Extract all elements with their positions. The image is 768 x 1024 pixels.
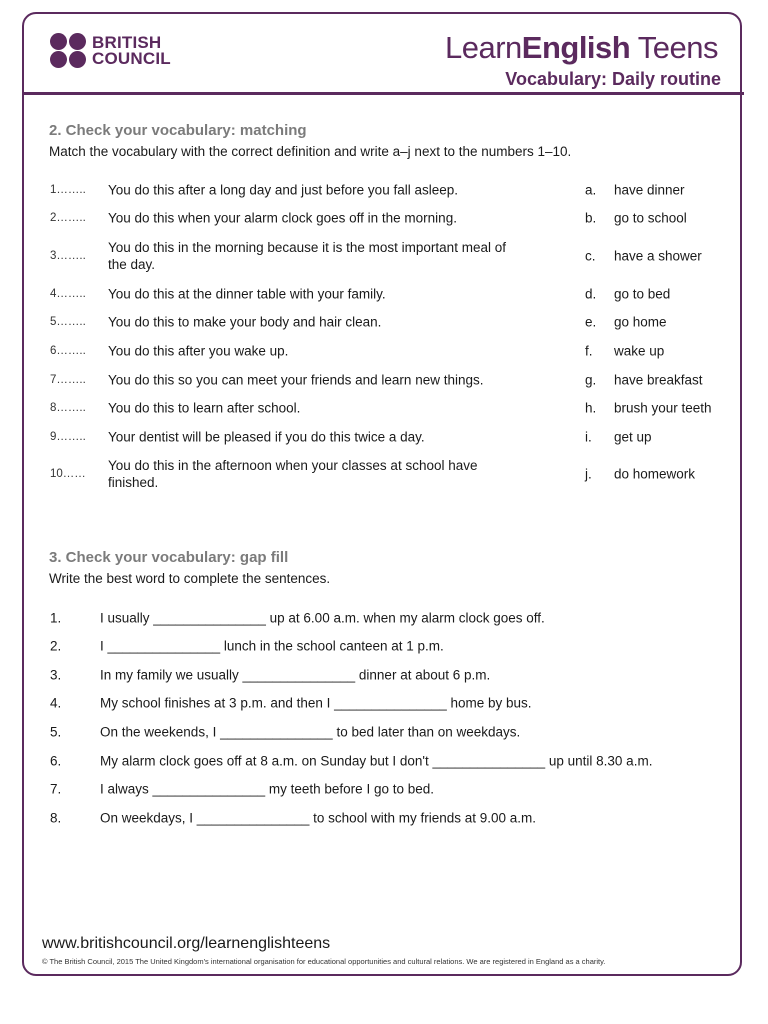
- footer-copyright: © The British Council, 2015 The United Kingdom's international organisation for educational opportunities and cultural relations. We are registered in England as a charity.: [42, 957, 606, 966]
- logo-dots-icon: [50, 33, 88, 69]
- matching-answer-blank[interactable]: 8……..: [50, 402, 86, 414]
- logo-line-1: BRITISH: [92, 33, 162, 52]
- gap-fill-sentence[interactable]: In my family we usually _______________ dinner at about 6 p.m.: [100, 667, 491, 683]
- matching-letter: e.: [585, 314, 597, 330]
- gap-fill-sentence[interactable]: I always _______________ my teeth before I go to bed.: [100, 781, 434, 797]
- gap-fill-sentence[interactable]: My school finishes at 3 p.m. and then I _______________ home by bus.: [100, 695, 532, 711]
- matching-definition: You do this when your alarm clock goes off in the morning.: [108, 210, 457, 226]
- matching-vocabulary-word: get up: [614, 429, 652, 445]
- gap-fill-sentence[interactable]: On the weekends, I _______________ to bed later than on weekdays.: [100, 724, 521, 740]
- matching-answer-blank[interactable]: 7……..: [50, 374, 86, 386]
- worksheet-topic: Vocabulary: Daily routine: [505, 69, 721, 89]
- gap-fill-number: 2.: [50, 638, 62, 654]
- matching-definition: Your dentist will be pleased if you do this twice a day.: [108, 429, 425, 445]
- gap-fill-sentence[interactable]: On weekdays, I _______________ to school with my friends at 9.00 a.m.: [100, 810, 537, 826]
- matching-answer-blank[interactable]: 5……..: [50, 316, 86, 328]
- gap-fill-number: 7.: [50, 781, 62, 797]
- matching-definition: You do this at the dinner table with your family.: [108, 286, 386, 302]
- matching-answer-blank[interactable]: 9……..: [50, 431, 86, 443]
- header-divider: [22, 92, 744, 95]
- matching-definition: You do this to make your body and hair clean.: [108, 314, 382, 330]
- matching-vocabulary-word: have breakfast: [614, 372, 703, 388]
- footer-url: www.britishcouncil.org/learnenglishteens: [42, 935, 331, 952]
- matching-definition: You do this in the afternoon when your classes at school have finished.: [108, 458, 478, 490]
- matching-answer-blank[interactable]: 3……..: [50, 250, 86, 262]
- gap-fill-sentence[interactable]: My alarm clock goes off at 8 a.m. on Sunday but I don't _______________ up until 8.30 a.m.: [100, 753, 653, 769]
- logo-line-2: COUNCIL: [92, 49, 171, 68]
- matching-vocabulary-word: do homework: [614, 466, 696, 482]
- matching-letter: d.: [585, 286, 597, 302]
- matching-definition: You do this after you wake up.: [108, 343, 289, 359]
- matching-vocabulary-word: go to school: [614, 210, 687, 226]
- section-3-title: 3. Check your vocabulary: gap fill: [49, 549, 289, 566]
- matching-answer-blank[interactable]: 6……..: [50, 345, 86, 357]
- matching-letter: c.: [585, 248, 596, 264]
- brand-learn: Learn: [444, 30, 522, 65]
- matching-definition: You do this in the morning because it is the most important meal of the day.: [108, 240, 506, 272]
- gap-fill-sentence[interactable]: I usually _______________ up at 6.00 a.m. when my alarm clock goes off.: [100, 610, 545, 626]
- matching-vocabulary-word: have a shower: [614, 248, 702, 264]
- matching-answer-blank[interactable]: 1……..: [50, 184, 86, 196]
- matching-letter: b.: [585, 210, 597, 226]
- gap-fill-number: 5.: [50, 724, 62, 740]
- matching-vocabulary-word: wake up: [614, 343, 665, 359]
- gap-fill-number: 3.: [50, 667, 62, 683]
- brand-teens: Teens: [630, 30, 718, 65]
- matching-answer-blank[interactable]: 10……: [50, 468, 86, 480]
- matching-letter: f.: [585, 343, 593, 359]
- section-2-instruction: Match the vocabulary with the correct definition and write a–j next to the numbers 1–10.: [49, 144, 572, 159]
- gap-fill-number: 6.: [50, 753, 62, 769]
- logo-text: [92, 35, 171, 67]
- matching-definition: You do this so you can meet your friends and learn new things.: [108, 372, 484, 388]
- matching-letter: h.: [585, 400, 597, 416]
- matching-letter: i.: [585, 429, 592, 445]
- matching-vocabulary-word: go to bed: [614, 286, 671, 302]
- matching-definition: You do this to learn after school.: [108, 400, 301, 416]
- british-council-logo: [50, 33, 171, 69]
- section-2-title: 2. Check your vocabulary: matching: [49, 122, 307, 139]
- gap-fill-sentence[interactable]: I _______________ lunch in the school canteen at 1 p.m.: [100, 638, 444, 654]
- gap-fill-number: 1.: [50, 610, 62, 626]
- matching-letter: j.: [585, 466, 592, 482]
- matching-answer-blank[interactable]: 2……..: [50, 212, 86, 224]
- matching-answer-blank[interactable]: 4……..: [50, 288, 86, 300]
- brand-english: English: [521, 30, 631, 65]
- matching-letter: g.: [585, 372, 597, 388]
- gap-fill-number: 8.: [50, 810, 62, 826]
- matching-vocabulary-word: have dinner: [614, 182, 685, 198]
- matching-vocabulary-word: brush your teeth: [614, 400, 712, 416]
- matching-vocabulary-word: go home: [614, 314, 667, 330]
- learnenglish-teens-brand: [445, 30, 718, 66]
- matching-letter: a.: [585, 182, 597, 198]
- gap-fill-number: 4.: [50, 695, 62, 711]
- matching-definition: You do this after a long day and just before you fall asleep.: [108, 182, 458, 198]
- section-3-instruction: Write the best word to complete the sentences.: [49, 571, 331, 586]
